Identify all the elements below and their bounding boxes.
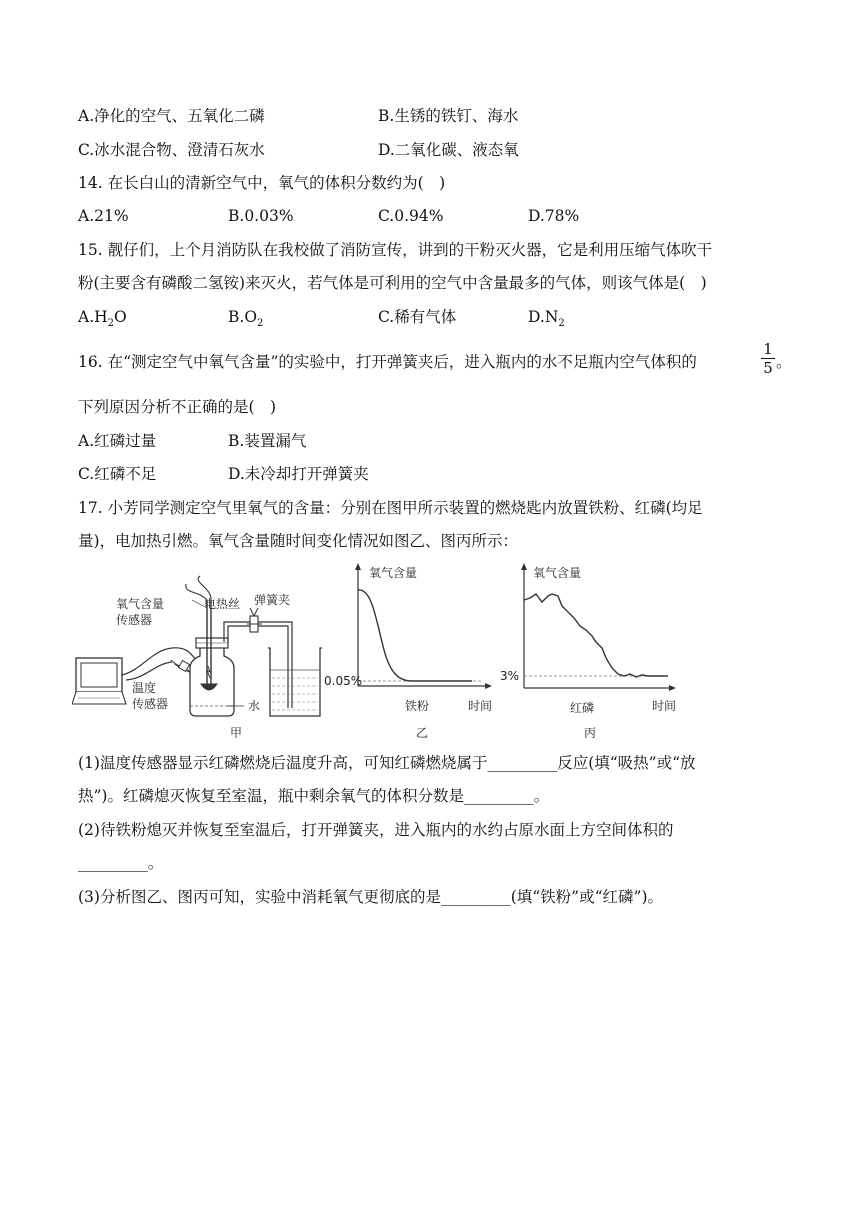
label-o2-sensor-2: 传感器: [116, 613, 153, 627]
q13-option-b: B.生锈的铁钉、海水: [378, 107, 519, 125]
q13-option-d: D.二氧化碳、液态氧: [378, 141, 519, 159]
q17-part2-line1: (2)待铁粉熄灭并恢复至室温后，打开弹簧夹，进入瓶内的水约占原水面上方空间体积的: [78, 821, 674, 839]
caption-bing: 丙: [584, 726, 597, 740]
label-heating-wire: 电热丝: [204, 597, 241, 611]
chart-bing: [500, 563, 676, 740]
q13-option-a: A.净化的空气、五氧化二磷: [78, 107, 265, 125]
q14-option-a: A.21%: [78, 207, 129, 225]
gas-bottle: [190, 646, 234, 716]
q15-stem-line1: 15. 靓仔们，上个月消防队在我校做了消防宣传，讲到的干粉灭火器，它是利用压缩气体吹干: [78, 241, 713, 259]
label-spring-clamp: 弹簧夹: [254, 593, 291, 607]
q16-stem-line2: 下列原因分析不正确的是( ): [78, 398, 277, 416]
q13-option-c: C.冰水混合物、澄清石灰水: [78, 141, 265, 159]
caption-jia: 甲: [230, 726, 243, 740]
bing-xcat: 红磷: [570, 701, 595, 715]
chart-yi: [324, 563, 492, 740]
q15-option-c: C.稀有气体: [378, 308, 457, 326]
q17-part1-line2: 热”)。红磷熄灭恢复至室温，瓶中剩余氧气的体积分数是_________。: [78, 787, 550, 805]
bing-xlabel: 时间: [652, 699, 677, 713]
fraction-numerator: 1: [763, 340, 773, 358]
label-temp-sensor-1: 温度: [132, 681, 157, 695]
q17-part3: (3)分析图乙、图丙可知，实验中消耗氧气更彻底的是_________(填“铁粉”或“红磷”)。: [78, 888, 663, 906]
q14-option-c: C.0.94%: [378, 207, 444, 225]
q16-stem-line1: 16. 在“测定空气中氧气含量”的实验中，打开弹簧夹后，进入瓶内的水不足瓶内空气体积的: [78, 353, 697, 371]
bing-level-label: 3%: [500, 669, 520, 683]
q16-option-b: B.装置漏气: [228, 432, 307, 450]
apparatus-jia: [72, 576, 322, 740]
iron-powder-curve: [358, 590, 472, 681]
yi-level-label: 0.05%: [324, 674, 363, 688]
q15-stem-line2: 粉(主要含有磷酸二氢铵)来灭火，若气体是可利用的空气中含量最多的气体，则该气体是( ): [78, 274, 707, 292]
label-o2-sensor-1: 氧气含量: [116, 597, 165, 611]
yi-xlabel: 时间: [468, 699, 493, 713]
q16-option-a: A.红磷过量: [78, 432, 157, 450]
bing-ylabel: 氧气含量: [533, 566, 582, 580]
fraction-denominator: 5: [763, 359, 773, 377]
q15-option-d: $D.N_2$: [528, 308, 565, 329]
red-phosphorus-curve: [524, 594, 668, 677]
q17-part1-line1: (1)温度传感器显示红磷燃烧后温度升高，可知红磷燃烧属于_________反应(填“吸热”或“放: [78, 754, 696, 772]
caption-yi: 乙: [416, 726, 429, 740]
q17-stem-line1: 17. 小芳同学测定空气里氧气的含量：分别在图甲所示装置的燃烧匙内放置铁粉、红磷(均足: [78, 499, 703, 517]
q17-part2-line2: _________。: [78, 854, 164, 872]
experiment-figure: [72, 560, 692, 745]
q16-option-d: D.未冷却打开弹簧夹: [228, 465, 369, 483]
q17-stem-line2: 量)，电加热引燃。氧气含量随时间变化情况如图乙、图丙所示：: [78, 532, 519, 550]
label-water: 水: [248, 699, 261, 713]
q14-option-b: B.0.03%: [228, 207, 294, 225]
label-temp-sensor-2: 传感器: [132, 697, 169, 711]
q15-option-b: $B.O_2$: [228, 308, 264, 329]
yi-xcat: 铁粉: [405, 699, 430, 713]
q15-option-a: $A.H_2O$: [78, 308, 127, 329]
q16-fraction: [761, 341, 775, 376]
q16-option-c: C.红磷不足: [78, 465, 157, 483]
yi-ylabel: 氧气含量: [369, 566, 418, 580]
q16-stem-end: 。: [776, 353, 792, 371]
q14-option-d: D.78%: [528, 207, 580, 225]
beaker: [268, 648, 322, 716]
q14-stem: 14. 在长白山的清新空气中，氧气的体积分数约为( ): [78, 174, 446, 192]
